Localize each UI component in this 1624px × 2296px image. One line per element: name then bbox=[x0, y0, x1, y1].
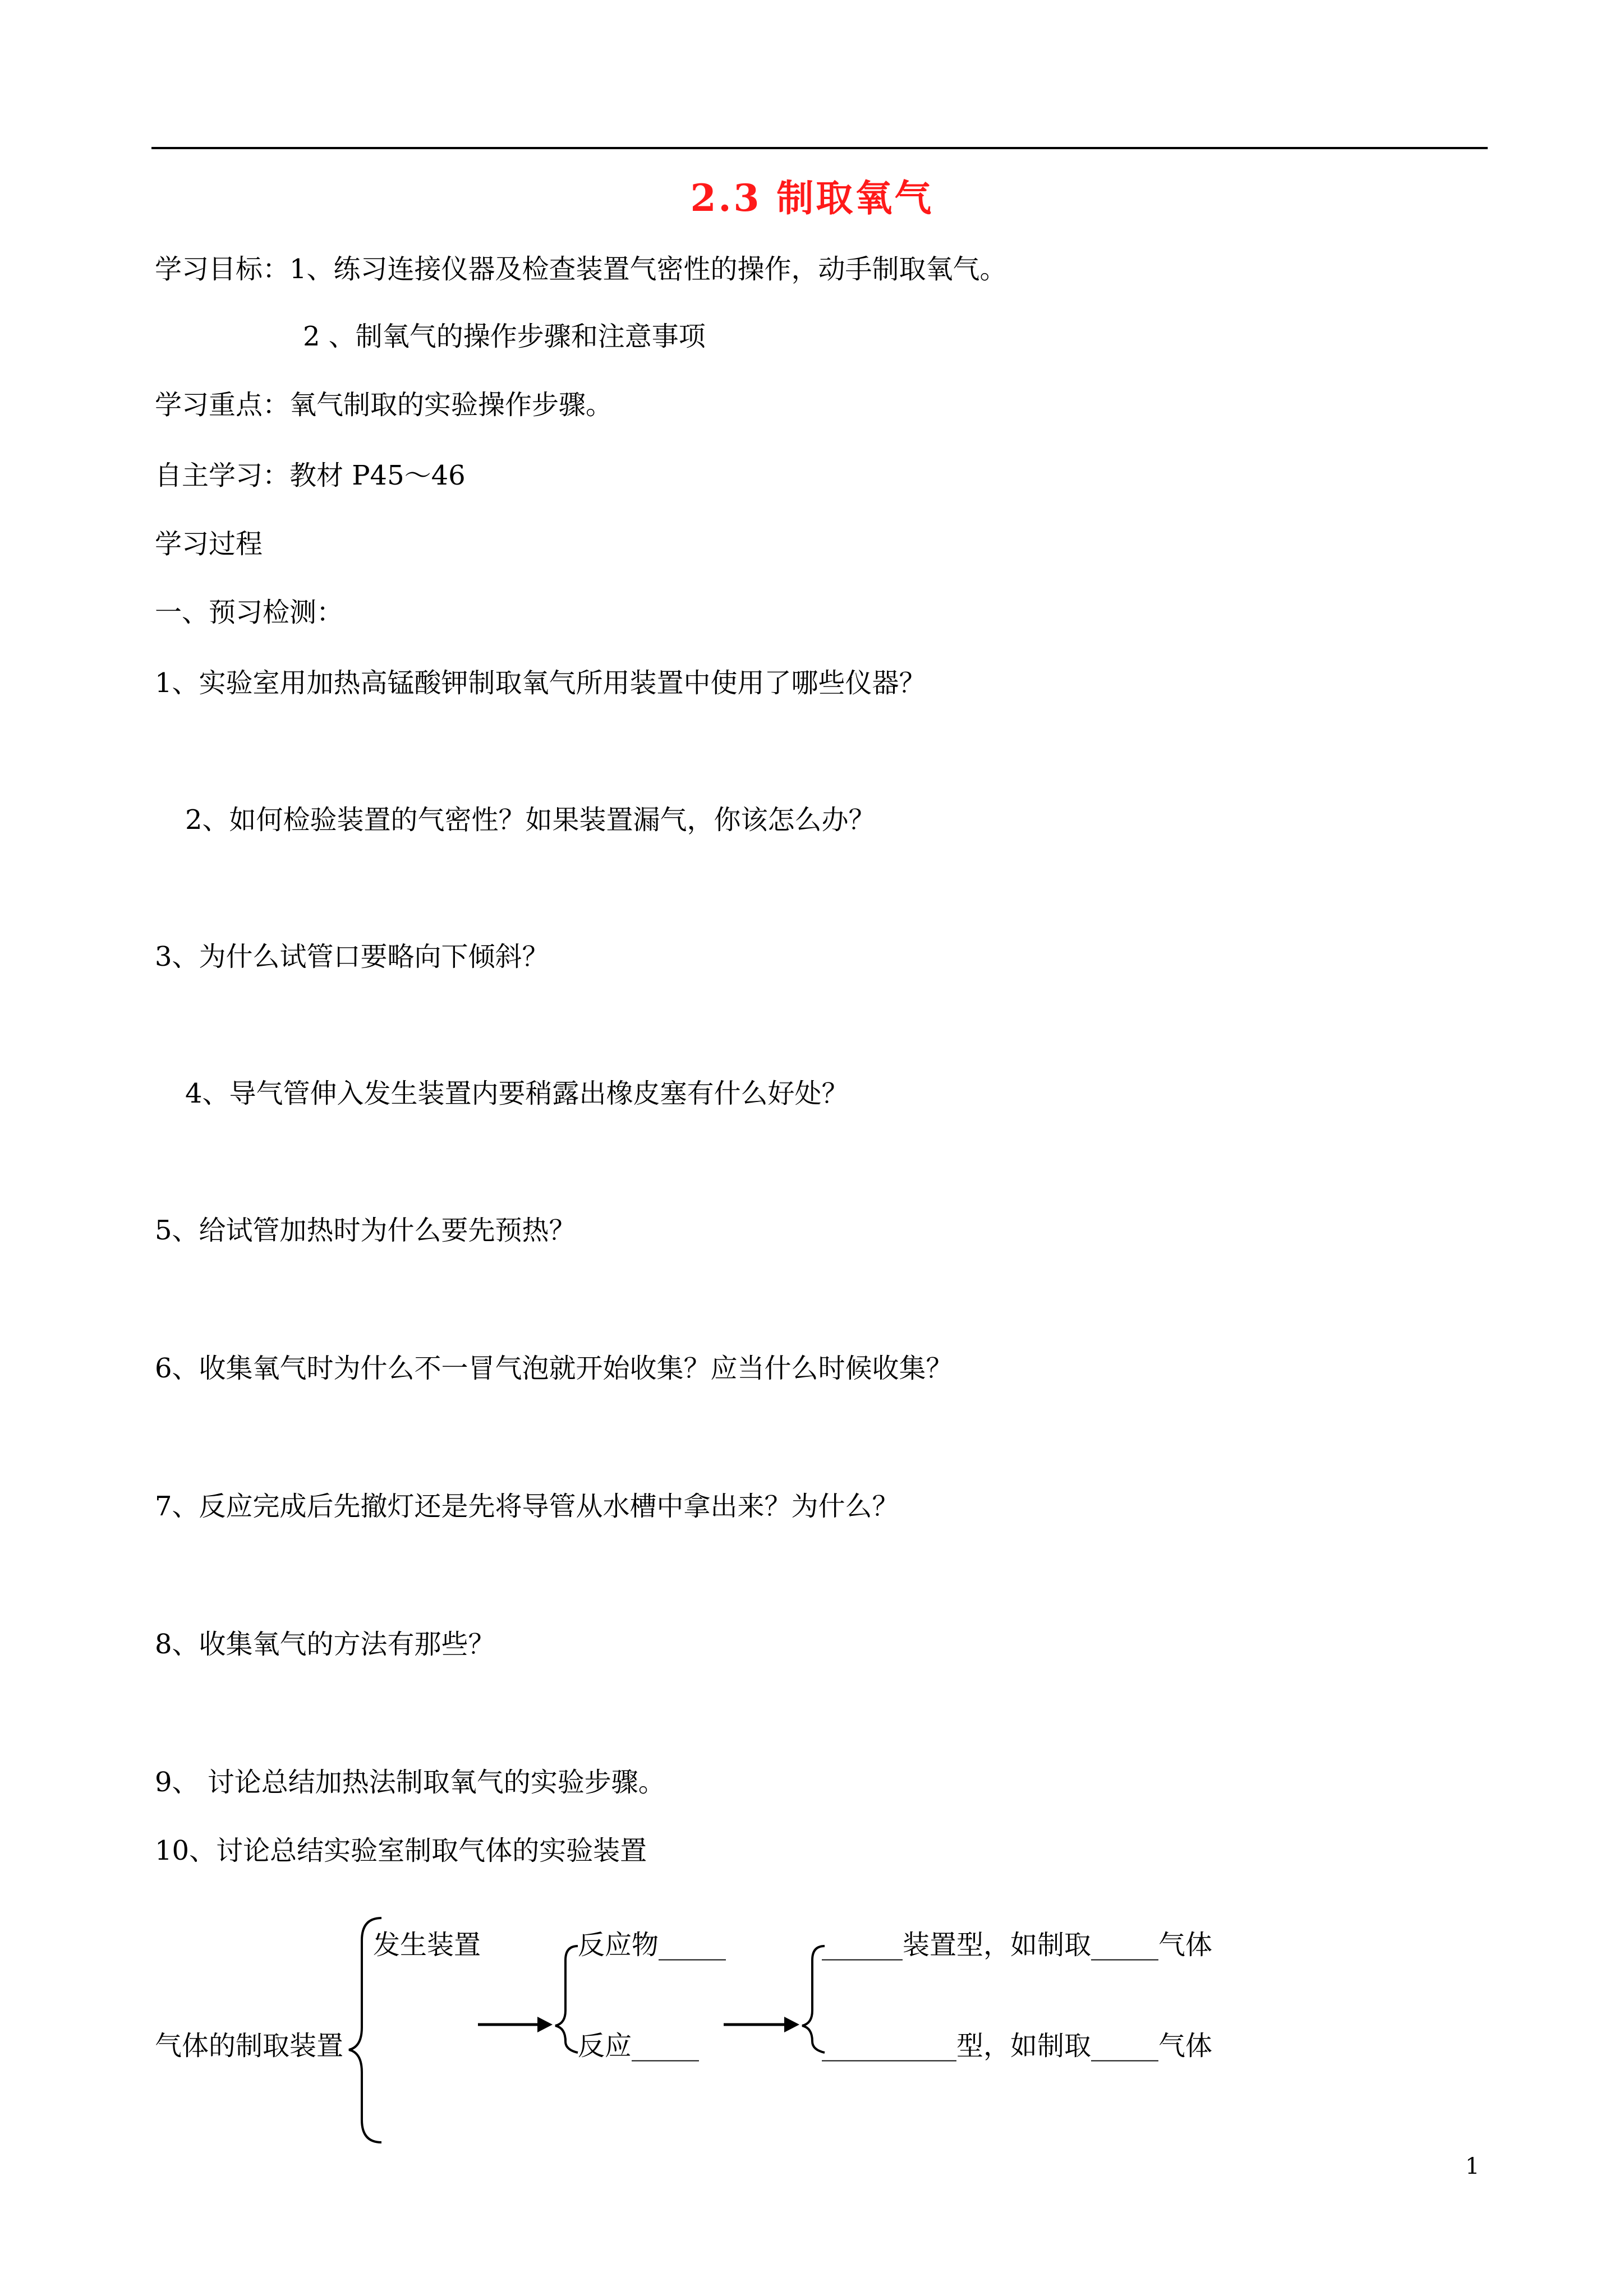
question-9: 9、 讨论总结加热法制取氧气的实验步骤。 bbox=[155, 1767, 665, 1798]
question-1: 1、实验室用加热高锰酸钾制取氧气所用装置中使用了哪些仪器？ bbox=[155, 667, 926, 699]
question-4: 4、导气管伸入发生装置内要稍露出橡皮塞有什么好处？ bbox=[185, 1078, 849, 1109]
objective-2: 2 、制氧气的操作步骤和注意事项 bbox=[303, 321, 706, 352]
question-5: 5、给试管加热时为什么要先预热？ bbox=[155, 1215, 576, 1246]
question-10: 10、讨论总结实验室制取气体的实验装置 bbox=[155, 1835, 647, 1866]
diagram-type-2: __________型，如制取_____气体 bbox=[822, 2030, 1213, 2062]
diagram-root: 气体的制取装置 bbox=[155, 2030, 344, 2062]
question-2: 2、如何检验装置的气密性？如果装置漏气，你该怎么办？ bbox=[185, 804, 876, 836]
middle-brace bbox=[555, 1946, 578, 2053]
self-study: 自主学习：教材 P45～46 bbox=[155, 460, 466, 491]
right-brace bbox=[802, 1946, 825, 2053]
diagram-type-1: ______装置型，如制取_____气体 bbox=[822, 1929, 1213, 1961]
page-number: 1 bbox=[1465, 2154, 1480, 2179]
diagram-branch: 发生装置 bbox=[373, 1929, 481, 1961]
arrow-2-head bbox=[784, 2017, 799, 2032]
section-heading: 一、预习检测： bbox=[155, 597, 344, 628]
page-title: 2.3 制取氧气 bbox=[690, 176, 934, 220]
process-heading: 学习过程 bbox=[155, 528, 263, 560]
arrow-1-head bbox=[537, 2017, 553, 2032]
diagram-cond-1: 反应物_____ bbox=[578, 1929, 726, 1961]
question-8: 8、收集氧气的方法有那些？ bbox=[155, 1629, 495, 1660]
objective-1: 1、练习连接仪器及检查装置气密性的操作，动手制取氧气。 bbox=[289, 253, 1007, 285]
diagram-cond-2: 反应_____ bbox=[578, 2030, 700, 2062]
question-3: 3、为什么试管口要略向下倾斜？ bbox=[155, 941, 549, 972]
question-7: 7、反应完成后先撤灯还是先将导管从水槽中拿出来？为什么？ bbox=[155, 1491, 899, 1522]
question-6: 6、收集氧气时为什么不一冒气泡就开始收集？应当什么时候收集？ bbox=[155, 1353, 953, 1384]
objective-label: 学习目标： bbox=[155, 253, 290, 285]
key-point: 学习重点：氧气制取的实验操作步骤。 bbox=[155, 389, 613, 421]
